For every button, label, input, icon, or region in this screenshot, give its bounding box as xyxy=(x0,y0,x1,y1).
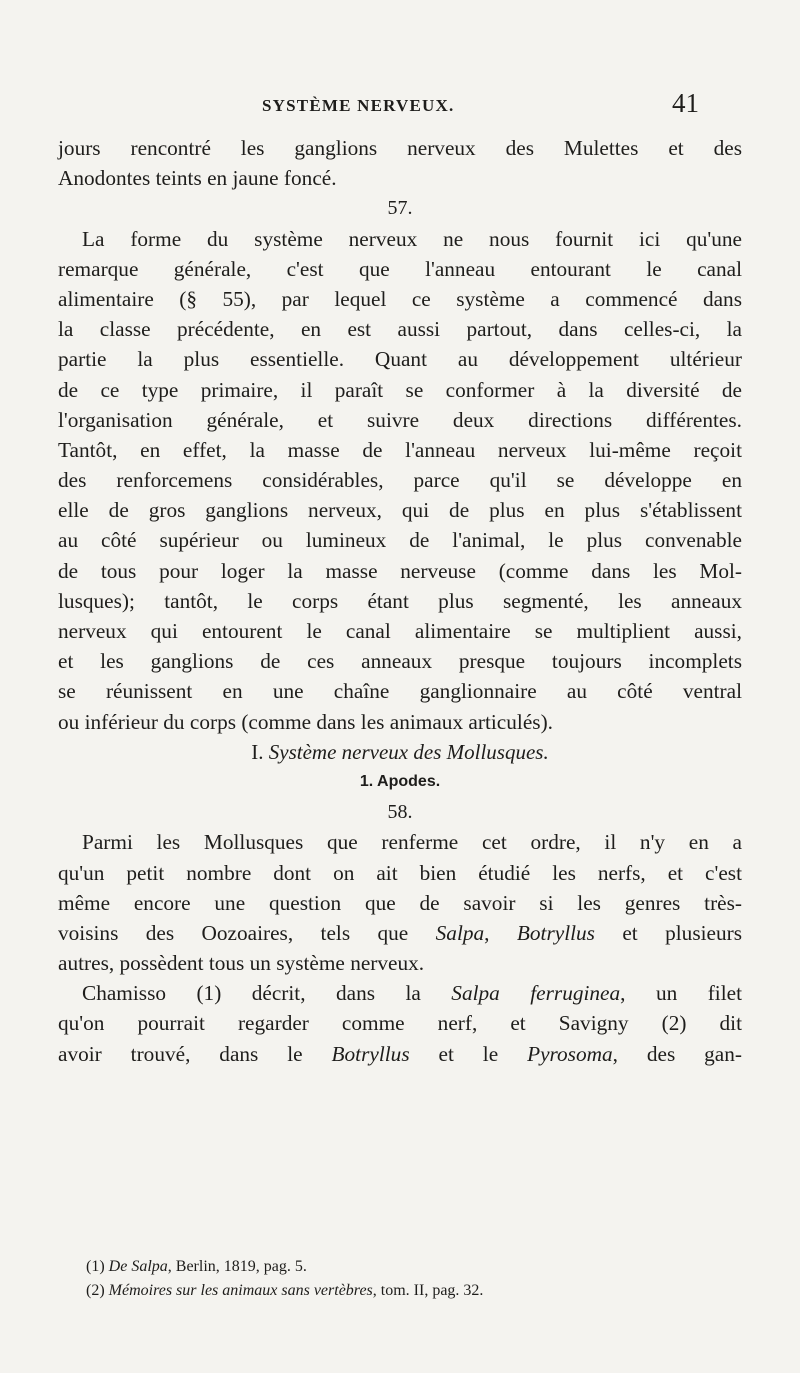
footnote-text: , Berlin, 1819, pag. 5. xyxy=(167,1258,307,1275)
text-segment: , des gan- xyxy=(612,1041,742,1066)
footnote-marker: (1) xyxy=(86,1258,105,1275)
subheading: 1. Apodes. xyxy=(359,772,441,790)
genus-name: Salpa xyxy=(435,920,485,945)
text-segment: et plusieurs xyxy=(594,920,742,945)
running-title: SYSTÈME NERVEUX. xyxy=(262,96,455,115)
text-line: nerveux qui entourent le canal alimentaire se multiplient aussi, xyxy=(58,619,742,643)
footnote-marker: (2) xyxy=(86,1282,105,1299)
section-number: 58. xyxy=(387,801,413,824)
footnote-title: De Salpa xyxy=(108,1258,168,1275)
text-segment: , xyxy=(484,920,517,945)
text-line: autres, possèdent tous un système nerveux. xyxy=(58,951,425,976)
text-line: jours rencontré les ganglions nerveux des Mulettes et des xyxy=(58,136,742,160)
text-line: de tous pour loger la masse nerveuse (comme dans les Mol- xyxy=(58,558,742,583)
footnote-title: Mémoires sur les animaux sans vertèbres xyxy=(108,1282,373,1299)
text-line xyxy=(58,1039,742,1069)
text-line xyxy=(58,918,742,948)
text-line: partie la plus essentielle. Quant au développement ultérieur xyxy=(58,347,742,372)
section-heading xyxy=(58,737,742,767)
text-line: La forme du système nerveux ne nous fournit ici qu'une xyxy=(82,226,742,251)
text-segment: , un filet xyxy=(620,981,742,1006)
text-line: Parmi les Mollusques que renferme cet ordre, il n'y en a xyxy=(82,830,742,855)
section-heading-numeral: I. xyxy=(251,739,264,764)
section-number: 57. xyxy=(387,197,413,220)
text-line: même encore une question que de savoir si les genres très- xyxy=(58,890,742,915)
text-line: alimentaire (§ 55), par lequel ce système a commencé dans xyxy=(58,286,742,311)
text-line: la classe précédente, en est aussi partout, dans celles-ci, la xyxy=(58,317,742,342)
text-line: qu'on pourrait regarder comme nerf, et Savigny (2) dit xyxy=(58,1011,742,1036)
footnote-text: , tom. II, pag. 32. xyxy=(372,1282,484,1299)
text-line: au côté supérieur ou lumineux de l'animal, le plus convenable xyxy=(58,528,742,553)
genus-name: Pyrosoma xyxy=(527,1041,613,1066)
text-segment: avoir trouvé, dans le xyxy=(58,1041,332,1066)
section-heading-title: Système nerveux des Mollusques. xyxy=(268,739,549,764)
text-line: ou inférieur du corps (comme dans les animaux articulés). xyxy=(58,709,553,734)
text-line: se réunissent en une chaîne ganglionnaire au côté ventral xyxy=(58,679,742,704)
text-line: elle de gros ganglions nerveux, qui de plus en plus s'établissent xyxy=(58,498,742,523)
text-line: remarque générale, c'est que l'anneau entourant le canal xyxy=(58,256,742,281)
text-line: de ce type primaire, il paraît se conformer à la diversité de xyxy=(58,377,742,402)
page-number: 41 xyxy=(672,88,699,118)
text-line: et les ganglions de ces anneaux presque toujours incomplets xyxy=(58,649,742,674)
text-segment: Chamisso (1) décrit, dans la xyxy=(82,981,452,1006)
text-line: lusques); tantôt, le corps étant plus segmenté, les anneaux xyxy=(58,588,742,613)
text-line: l'organisation générale, et suivre deux directions différentes. xyxy=(58,407,742,432)
running-header xyxy=(0,88,800,122)
genus-name: Botryllus xyxy=(331,1041,410,1066)
text-segment: et le xyxy=(409,1041,528,1066)
body-text xyxy=(58,133,742,1069)
species-name: Salpa ferruginea xyxy=(451,981,621,1006)
text-segment: voisins des Oozoaires, tels que xyxy=(58,920,409,945)
text-line xyxy=(58,978,742,1008)
text-line: Anodontes teints en jaune foncé. xyxy=(58,166,337,191)
footnote-1 xyxy=(86,1255,746,1279)
text-line: des renforcemens considérables, parce qu'il se développe en xyxy=(58,468,742,493)
footnote-2 xyxy=(86,1279,746,1303)
genus-name: Botryllus xyxy=(516,920,595,945)
text-line: Tantôt, en effet, la masse de l'anneau nerveux lui-même reçoit xyxy=(58,437,742,462)
text-line: qu'un petit nombre dont on ait bien étudié les nerfs, et c'est xyxy=(58,860,742,885)
footnotes xyxy=(86,1255,746,1303)
